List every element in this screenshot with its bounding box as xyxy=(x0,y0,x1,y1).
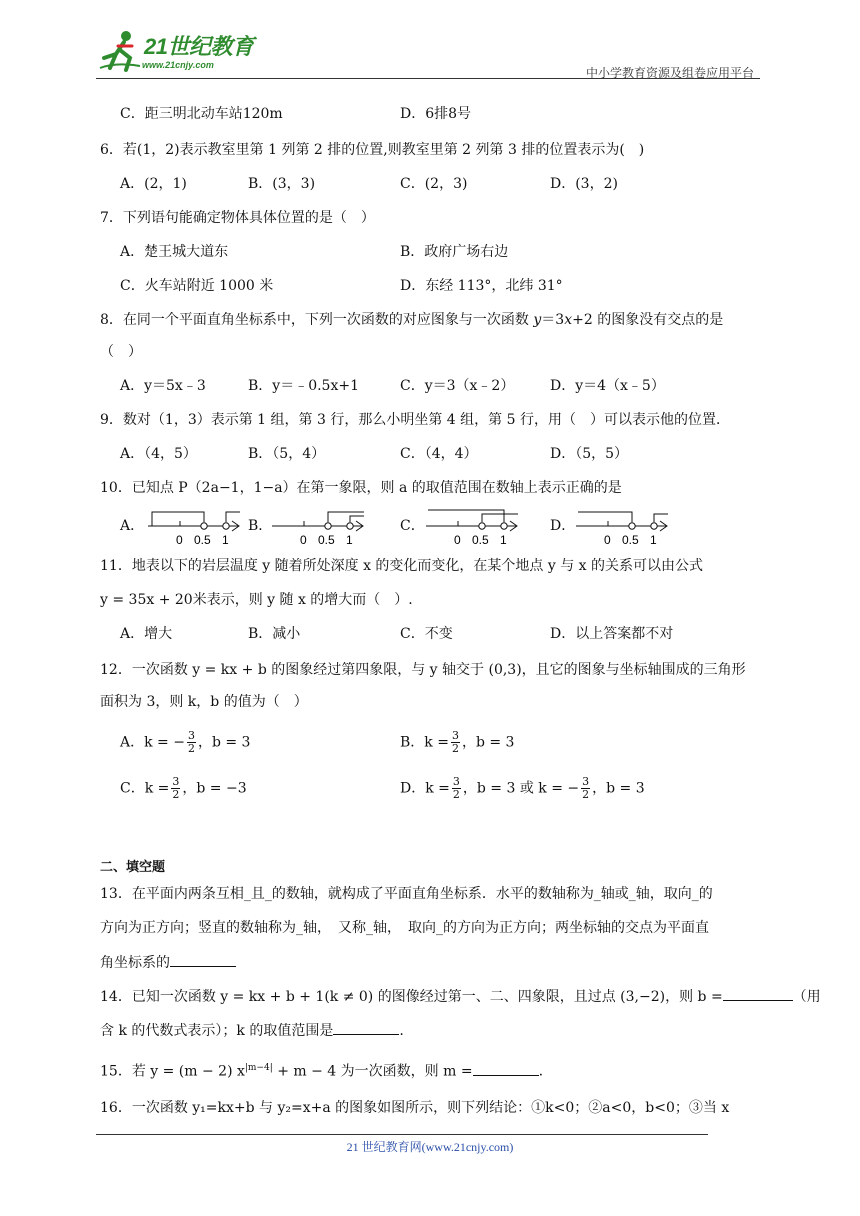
fraction xyxy=(187,730,196,755)
tick-0-5: 0.5 xyxy=(472,533,489,546)
platform-title: 中小学教育资源及组卷应用平台 xyxy=(585,66,754,80)
denominator: 2 xyxy=(452,788,460,801)
q14-period: . xyxy=(399,1023,404,1039)
answer-blank[interactable] xyxy=(333,1020,399,1035)
q5-option-d: D．6排8号 xyxy=(400,106,472,122)
denominator: 2 xyxy=(451,742,459,755)
q13-line2: 方向为正方向；竖直的数轴称为_轴， 又称_轴， 取向_的方向为正方向；两坐标轴的交点为平面直 xyxy=(100,920,709,936)
q8-eq: ＝3 xyxy=(541,312,565,328)
q10-numberline-a xyxy=(146,504,246,546)
tick-1: 1 xyxy=(650,533,657,546)
tick-1: 1 xyxy=(500,533,507,546)
q9-option-c: C．（4，4） xyxy=(400,446,478,462)
q7-stem: 7．下列语句能确定物体具体位置的是（ ） xyxy=(100,210,375,226)
q14-text2: 含 k 的代数式表示）；k 的取值范围是 xyxy=(100,1023,334,1039)
q11-option-a: A．增大 xyxy=(120,626,173,642)
q10-option-a-label: A． xyxy=(120,518,145,534)
fraction xyxy=(452,776,461,801)
q15-line xyxy=(100,1058,543,1082)
numerator: 3 xyxy=(582,775,590,788)
answer-blank[interactable] xyxy=(473,1061,539,1076)
q8-var-x: x xyxy=(564,312,573,328)
denominator: 2 xyxy=(187,742,195,755)
tick-0: 0 xyxy=(176,533,183,546)
tick-0: 0 xyxy=(604,533,611,546)
q8-stem-text: 8．在同一个平面直角坐标系中，下列一次函数的对应图象与一次函数 xyxy=(100,312,534,328)
logo-text: 21世纪教育 xyxy=(144,34,254,59)
q12-option-b xyxy=(400,730,514,755)
q12-d-mid: ，b = 3 或 k = − xyxy=(462,780,580,797)
numerator: 3 xyxy=(452,775,460,788)
q7-option-c: C．火车站附近 1000 米 xyxy=(120,278,274,294)
q11-option-c: C．不变 xyxy=(400,626,453,642)
q14-line2 xyxy=(100,1020,404,1041)
footer-divider xyxy=(96,1134,708,1135)
section-fill-blank-title: 二、填空题 xyxy=(100,860,166,875)
q10-numberline-c xyxy=(424,504,524,546)
tick-0-5: 0.5 xyxy=(318,533,335,546)
q12-d-post: ，b = 3 xyxy=(592,780,645,797)
q12-a-pre: A．k = − xyxy=(120,734,185,751)
q14-line1 xyxy=(100,986,821,1007)
q12-d-pre: D．k = xyxy=(400,780,450,797)
q7-option-b: B．政府广场右边 xyxy=(400,244,509,260)
denominator: 2 xyxy=(172,788,180,801)
q12-option-d xyxy=(400,776,645,801)
q7-option-a: A．楚王城大道东 xyxy=(120,244,229,260)
q8-option-d: D．y＝4（x﹣5） xyxy=(550,378,665,394)
q9-option-d: D．（5，5） xyxy=(550,446,629,462)
q10-option-c-label: C． xyxy=(400,518,425,534)
q13-line1: 13．在平面内两条互相_且_的数轴，就构成了平面直角坐标系．水平的数轴称为_轴或_轴，取向_的 xyxy=(100,886,713,902)
q12-c-post: ，b = −3 xyxy=(182,780,247,797)
q9-stem: 9．数对（1，3）表示第 1 组，第 3 行，那么小明坐第 4 组，第 5 行，用（ ）可以表示他的位置． xyxy=(100,412,730,428)
tick-0: 0 xyxy=(454,533,461,546)
q10-numberline-b xyxy=(270,504,370,546)
q10-stem: 10．已知点 P（2a−1，1−a）在第一象限，则 a 的取值范围在数轴上表示正确的是 xyxy=(100,480,622,496)
q13-line3 xyxy=(100,952,236,973)
q8-stem-tail: +2 的图象没有交点的是 xyxy=(572,312,724,328)
q12-c-pre: C．k = xyxy=(120,780,170,797)
q14-text: 14．已知一次函数 y = kx + b + 1(k ≠ 0) 的图像经过第一、二、四象限，且过点 (3,−2)，则 b = xyxy=(100,989,723,1005)
q15-period: . xyxy=(538,1063,544,1080)
q8-option-a: A．y＝5x﹣3 xyxy=(120,378,206,394)
fraction xyxy=(171,776,180,801)
q8-stem-line2: （ ） xyxy=(100,344,142,360)
q7-option-d: D．东经 113°，北纬 31° xyxy=(400,278,563,294)
q12-a-post: ，b = 3 xyxy=(197,734,251,751)
q11-stem-line2: y = 35x + 20米表示，则 y 随 x 的增大而（ ）. xyxy=(100,592,413,608)
q12-option-a xyxy=(120,730,250,755)
q6-option-b: B．(3，3) xyxy=(248,176,316,192)
tick-1: 1 xyxy=(222,533,229,546)
q6-stem: 6．若(1，2)表示教室里第 1 列第 2 排的位置,则教室里第 2 列第 3 排的位置表示为( ) xyxy=(100,142,645,158)
denominator: 2 xyxy=(582,788,590,801)
q12-option-c xyxy=(120,776,247,801)
logo-url: www.21cnjy.com xyxy=(142,60,214,70)
answer-blank[interactable] xyxy=(723,986,793,1001)
q11-option-b: B．减小 xyxy=(248,626,301,642)
answer-blank[interactable] xyxy=(170,952,236,967)
q6-option-d: D．(3，2) xyxy=(550,176,618,192)
q5-option-c: C．距三明北动车站120m xyxy=(120,106,283,122)
q12-stem-line2: 面积为 3，则 k，b 的值为（ ） xyxy=(100,694,308,710)
footer-link[interactable]: 21 世纪教育网(www.21cnjy.com) xyxy=(346,1140,514,1154)
page-header xyxy=(96,28,760,80)
q15-exponent: |m−4| xyxy=(244,1063,273,1073)
q6-option-a: A．(2，1) xyxy=(120,176,187,192)
tick-1: 1 xyxy=(346,533,353,546)
tick-0: 0 xyxy=(300,533,307,546)
q8-option-b: B．y＝﹣0.5x+1 xyxy=(248,378,359,394)
q8-stem xyxy=(100,310,723,330)
q16-line1: 16．一次函数 y₁=kx+b 与 y₂=x+a 的图象如图所示，则下列结论：①k<0；②a<0，b<0；③当 x xyxy=(100,1100,730,1116)
fraction xyxy=(451,730,460,755)
tick-0-5: 0.5 xyxy=(622,533,639,546)
q11-option-d: D．以上答案都不对 xyxy=(550,626,674,642)
site-logo[interactable] xyxy=(96,28,266,76)
q8-option-c: C．y＝3（x﹣2） xyxy=(400,378,515,394)
q12-b-post: ，b = 3 xyxy=(461,734,515,751)
q15-text2: + m − 4 为一次函数，则 m = xyxy=(272,1063,473,1080)
numerator: 3 xyxy=(451,729,459,742)
q10-option-b-label: B． xyxy=(248,518,273,534)
numerator: 3 xyxy=(187,729,195,742)
tick-0-5: 0.5 xyxy=(194,533,211,546)
q13-line3-text: 角坐标系的 xyxy=(100,955,170,971)
q9-option-a: A．（4，5） xyxy=(120,446,197,462)
q11-stem: 11．地表以下的岩层温度 y 随着所处深度 x 的变化而变化，在某个地点 y 与 x 的关系可以由公式 xyxy=(100,558,704,574)
q9-option-b: B．（5，4） xyxy=(248,446,326,462)
q12-b-pre: B．k = xyxy=(400,734,449,751)
numerator: 3 xyxy=(172,775,180,788)
q14-text-tail: （用 xyxy=(792,989,821,1005)
q10-option-d-label: D． xyxy=(550,518,576,534)
runner-logo-icon xyxy=(96,28,144,74)
q8-var-y: y xyxy=(533,312,542,328)
q15-text: 15．若 y = (m − 2) x xyxy=(100,1063,245,1080)
q6-option-c: C．(2，3) xyxy=(400,176,468,192)
header-divider xyxy=(96,78,760,79)
q12-stem: 12．一次函数 y = kx + b 的图象经过第四象限，与 y 轴交于 (0,3)，且它的图象与坐标轴围成的三角形 xyxy=(100,662,746,678)
q10-numberline-d xyxy=(574,504,674,546)
fraction xyxy=(581,776,590,801)
